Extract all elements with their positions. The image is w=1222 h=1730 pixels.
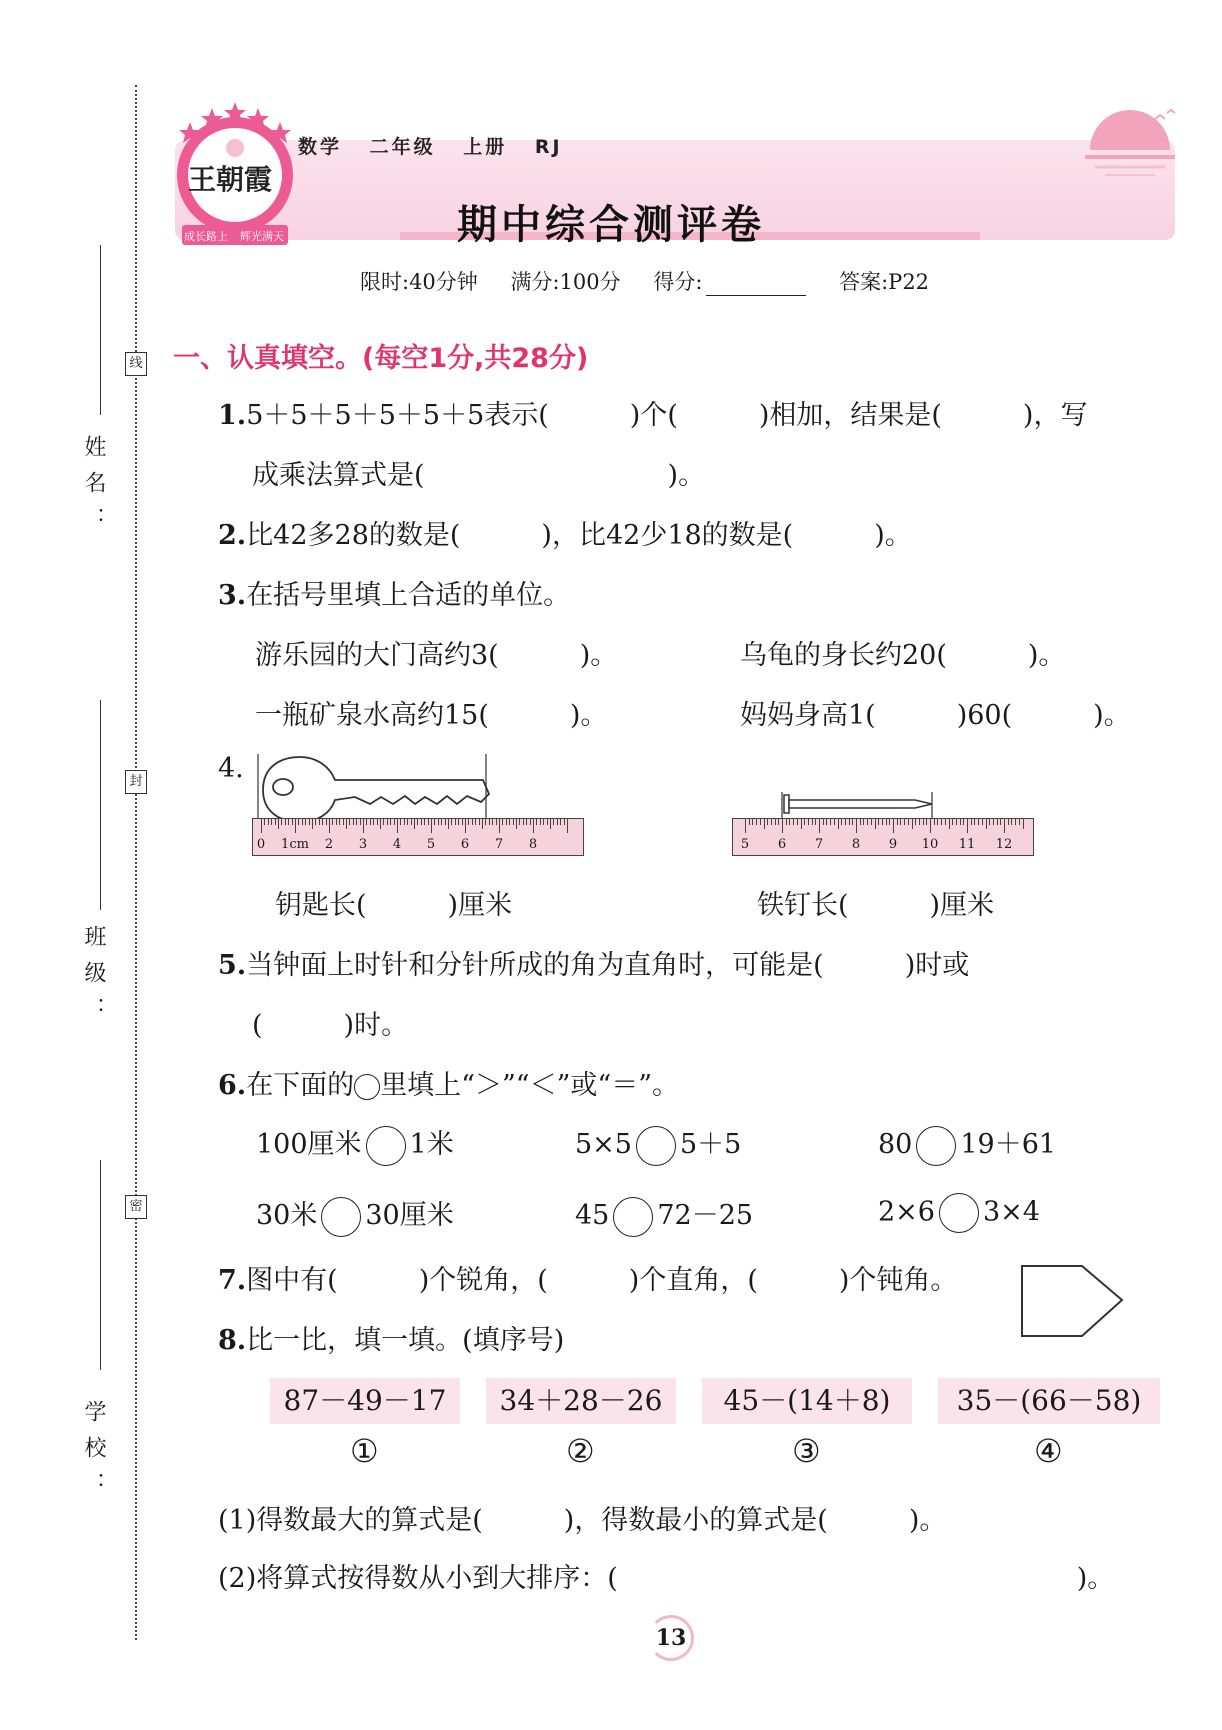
tag-volume: 上册 [463, 136, 508, 158]
ruler-tick [867, 819, 868, 825]
ruler-tick [465, 819, 466, 833]
ruler-tick [543, 819, 544, 825]
ruler-tick [945, 819, 946, 825]
ruler-tick [363, 819, 364, 833]
ruler-tick [557, 819, 558, 825]
compare-right: 5＋5 [679, 1129, 742, 1160]
ruler-tick [343, 819, 344, 825]
ruler-tick [271, 819, 272, 825]
option-1-mark: ① [350, 1432, 379, 1470]
question-3 [218, 573, 570, 612]
logo-slogan-left: 成长路上 [184, 230, 228, 243]
seal-char-seal: 封 [125, 770, 147, 794]
question-3-text: 在括号里填上合适的单位。 [246, 580, 571, 611]
ruler-tick [366, 819, 367, 825]
ruler-tick [302, 819, 303, 825]
question-1-line1: 5＋5＋5＋5＋5＋5表示( )个( )相加，结果是( )，写 [246, 400, 1088, 431]
ruler-label: 7 [494, 837, 504, 852]
compare-left: 30米 [256, 1200, 318, 1231]
ruler-tick [764, 819, 765, 829]
ruler-tick [912, 819, 913, 829]
question-4-key-caption: 钥匙长( )厘米 [275, 890, 513, 921]
question-7 [218, 1258, 957, 1297]
ruler-tick [952, 819, 953, 825]
ruler-tick [856, 819, 857, 833]
ruler-tick [387, 819, 388, 825]
question-7-text: 图中有( )个锐角，( )个直角，( )个钝角。 [246, 1265, 958, 1296]
ruler-tick [424, 819, 425, 825]
ruler-tick [778, 819, 779, 825]
ruler-tick [278, 819, 279, 829]
ruler-tick [771, 819, 772, 825]
question-3-number: 3. [218, 580, 247, 611]
school-blank-line[interactable] [100, 1160, 101, 1370]
ruler-tick [908, 819, 909, 825]
ruler-label: 6 [777, 837, 787, 852]
question-2-number: 2. [218, 520, 247, 551]
ruler-tick [326, 819, 327, 825]
ruler-tick [404, 819, 405, 825]
compare-item-3 [878, 1122, 1056, 1166]
ruler-tick [834, 819, 835, 825]
time-limit: 限时:40分钟 [360, 270, 478, 294]
pentagon-figure-icon [1018, 1262, 1128, 1342]
ruler-tick [804, 819, 805, 825]
ruler-tick [475, 819, 476, 825]
ruler-tick [451, 819, 452, 825]
ruler-tick [793, 819, 794, 825]
ruler-tick [285, 819, 286, 825]
ruler-tick [560, 819, 561, 825]
ruler-tick [319, 819, 320, 825]
school-label: 学校： [81, 1400, 106, 1508]
key-drawing-icon [255, 752, 495, 822]
ruler-tick [886, 819, 887, 825]
ruler-tick [380, 819, 381, 829]
compare-item-5 [575, 1193, 753, 1237]
ruler-label: 8 [851, 837, 861, 852]
question-8-sub2: (2)将算式按得数从小到大排序：( )。 [218, 1563, 1115, 1594]
ruler-tick [305, 819, 306, 825]
question-2-text: 比42多28的数是( )，比42少18的数是( )。 [246, 520, 912, 551]
question-4-nail-caption: 铁钉长( )厘米 [757, 890, 995, 921]
ruler-tick [519, 819, 520, 825]
ruler-tick [941, 819, 942, 825]
ruler-label: 6 [460, 837, 470, 852]
compare-left: 45 [575, 1200, 610, 1231]
ruler-tick [882, 819, 883, 825]
compare-right: 30厘米 [365, 1200, 454, 1231]
ruler-tick [383, 819, 384, 825]
question-4-number: 4. [218, 753, 244, 784]
ruler-tick [745, 819, 746, 833]
name-label: 姓名： [81, 435, 106, 543]
compare-item-1 [256, 1122, 454, 1166]
ruler-tick [281, 819, 282, 825]
question-8 [218, 1318, 564, 1357]
ruler-tick [808, 819, 809, 825]
ruler-tick [472, 819, 473, 825]
ruler-tick [332, 819, 333, 825]
ruler-tick [564, 819, 565, 825]
ruler-tick [496, 819, 497, 825]
ruler-tick [749, 819, 750, 825]
question-5 [218, 943, 969, 982]
ruler-label: 12 [995, 837, 1013, 852]
compare-circle-icon [354, 1074, 380, 1100]
ruler-tick [997, 819, 998, 825]
ruler-tick [904, 819, 905, 825]
section-1-title: 一、认真填空。(每空1分,共28分) [173, 343, 589, 374]
ruler-tick [852, 819, 853, 825]
ruler-tick [567, 819, 568, 833]
ruler-tick [841, 819, 842, 825]
ruler-tick [441, 819, 442, 825]
ruler-tick [1015, 819, 1016, 825]
ruler-tick [1011, 819, 1012, 825]
compare-item-4 [256, 1193, 454, 1237]
question-3d: 妈妈身高1( )60( )。 [740, 700, 1131, 731]
ruler-tick [492, 819, 493, 825]
compare-right: 3×4 [982, 1196, 1040, 1228]
ruler-label: 11 [958, 837, 976, 852]
ruler-tick [930, 819, 931, 833]
ruler-tick [1000, 819, 1001, 825]
compare-circle-input[interactable] [939, 1193, 979, 1233]
ruler-label: 2 [324, 837, 334, 852]
ruler-tick [438, 819, 439, 825]
ruler-tick [923, 819, 924, 825]
ruler-tick [553, 819, 554, 825]
ruler-label: 3 [358, 837, 368, 852]
ruler-tick [826, 819, 827, 825]
ruler-tick [356, 819, 357, 825]
ruler-tick [863, 819, 864, 825]
ruler-tick [370, 819, 371, 825]
ruler-tick [315, 819, 316, 825]
ruler-label: 8 [528, 837, 538, 852]
ruler-tick [767, 819, 768, 825]
option-3: 45－(14＋8) [702, 1378, 912, 1424]
ruler-tick [830, 819, 831, 825]
compare-right: 72－25 [657, 1200, 754, 1231]
sunset-decoration-icon [1075, 105, 1185, 185]
compare-circle-input[interactable] [366, 1126, 406, 1166]
ruler-tick [974, 819, 975, 825]
ruler-tick [298, 819, 299, 825]
ruler-tick [275, 819, 276, 825]
class-blank-line[interactable] [100, 700, 101, 910]
question-1-number: 1. [218, 400, 247, 431]
ruler-tick [479, 819, 480, 825]
ruler-tick [530, 819, 531, 825]
ruler-tick [926, 819, 927, 825]
page-number: 13 [648, 1615, 694, 1661]
ruler-tick [336, 819, 337, 825]
ruler-key [252, 818, 584, 856]
ruler-tick [360, 819, 361, 825]
ruler-tick [411, 819, 412, 825]
ruler-tick [400, 819, 401, 825]
ruler-label: 5 [426, 837, 436, 852]
ruler-label: 4 [392, 837, 402, 852]
ruler-tick [292, 819, 293, 825]
question-5-number: 5. [218, 950, 247, 981]
option-3-mark: ③ [792, 1432, 821, 1470]
question-6-pre: 在下面的 [246, 1070, 355, 1101]
compare-circle-input[interactable] [636, 1126, 676, 1166]
ruler-label: 10 [921, 837, 939, 852]
ruler-tick [978, 819, 979, 825]
ruler-tick [960, 819, 961, 825]
ruler-tick [871, 819, 872, 825]
ruler-tick [540, 819, 541, 825]
tag-grade: 二年级 [369, 136, 436, 158]
ruler-tick [428, 819, 429, 825]
logo-brand-text: 王朝霞 [188, 163, 273, 196]
ruler-tick [523, 819, 524, 825]
ruler-tick [526, 819, 527, 825]
ruler-tick [550, 819, 551, 829]
question-8-number: 8. [218, 1325, 247, 1356]
name-blank-line[interactable] [100, 245, 101, 415]
ruler-tick [455, 819, 456, 825]
question-1-line2: 成乘法算式是( )。 [252, 460, 706, 491]
ruler-tick [349, 819, 350, 825]
ruler-tick [752, 819, 753, 825]
logo-slogan-right: 辉光满天 [240, 230, 284, 243]
ruler-tick [797, 819, 798, 825]
option-4: 35－(66－58) [938, 1378, 1160, 1424]
question-5-line1: 当钟面上时针和分针所成的角为直角时，可能是( )时或 [246, 950, 970, 981]
ruler-tick [815, 819, 816, 825]
exam-info [360, 266, 955, 296]
full-score: 满分:100分 [510, 270, 621, 294]
ruler-tick [353, 819, 354, 825]
compare-right: 19＋61 [960, 1129, 1057, 1160]
ruler-tick [295, 819, 296, 833]
question-1 [218, 393, 1087, 432]
ruler-tick [789, 819, 790, 825]
ruler-label: 7 [814, 837, 824, 852]
ruler-tick [322, 819, 323, 825]
ruler-tick [971, 819, 972, 825]
ruler-tick [812, 819, 813, 825]
ruler-tick [993, 819, 994, 825]
ruler-tick [786, 819, 787, 825]
ruler-tick [417, 819, 418, 825]
ruler-tick [329, 819, 330, 833]
compare-left: 100厘米 [256, 1129, 362, 1160]
compare-right: 1米 [409, 1129, 454, 1160]
ruler-tick [394, 819, 395, 825]
question-5-line2: ( )时。 [252, 1010, 409, 1041]
ruler-tick [288, 819, 289, 825]
ruler-tick [919, 819, 920, 825]
compare-left: 80 [878, 1129, 913, 1160]
ruler-tick [934, 819, 935, 825]
ruler-tick [268, 819, 269, 825]
ruler-tick [860, 819, 861, 825]
ruler-tick [915, 819, 916, 825]
ruler-tick [445, 819, 446, 825]
ruler-tick [513, 819, 514, 825]
page-title: 期中综合测评卷 [457, 202, 765, 248]
tag-subject: 数学 [298, 136, 343, 158]
ruler-tick [264, 819, 265, 825]
ruler-tick [756, 819, 757, 825]
seal-char-line: 线 [125, 352, 147, 376]
ruler-tick [502, 819, 503, 825]
compare-left: 5×5 [575, 1129, 632, 1160]
ruler-tick [1004, 819, 1005, 833]
ruler-tick [462, 819, 463, 825]
ruler-tick [377, 819, 378, 825]
ruler-tick [547, 819, 548, 825]
question-3a: 游乐园的大门高约3( )。 [255, 640, 618, 671]
compare-item-6 [878, 1193, 1040, 1233]
question-6-number: 6. [218, 1070, 247, 1101]
nail-drawing-icon [780, 790, 940, 820]
compare-left: 2×6 [878, 1196, 935, 1228]
ruler-tick [986, 819, 987, 829]
ruler-label: 5 [740, 837, 750, 852]
ruler-tick [506, 819, 507, 825]
question-2 [218, 513, 912, 552]
ruler-label: 1cm [281, 837, 309, 852]
answer-ref: 答案:P22 [839, 270, 930, 294]
ruler-tick [949, 819, 950, 829]
question-6-post: 里填上“＞”“＜”或“＝”。 [380, 1070, 680, 1101]
compare-circle-input[interactable] [916, 1126, 956, 1166]
question-8-text: 比一比，填一填。(填序号) [246, 1325, 565, 1356]
ruler-tick [536, 819, 537, 825]
ruler-tick [421, 819, 422, 825]
ruler-tick [390, 819, 391, 825]
question-3c: 一瓶矿泉水高约15( )。 [255, 700, 608, 731]
ruler-tick [893, 819, 894, 833]
ruler-label: 9 [888, 837, 898, 852]
header-tags [298, 132, 581, 159]
compare-circle-input[interactable] [321, 1197, 361, 1237]
ruler-tick [878, 819, 879, 825]
ruler-tick [434, 819, 435, 825]
ruler-tick [760, 819, 761, 825]
ruler-tick [956, 819, 957, 825]
ruler-tick [346, 819, 347, 829]
ruler-tick [309, 819, 310, 825]
ruler-tick [489, 819, 490, 825]
ruler-tick [838, 819, 839, 829]
ruler-tick [373, 819, 374, 825]
question-8-sub1: (1)得数最大的算式是( )，得数最小的算式是( )。 [218, 1505, 947, 1536]
ruler-tick [775, 819, 776, 825]
ruler-tick [1008, 819, 1009, 825]
ruler-tick [889, 819, 890, 825]
ruler-tick [801, 819, 802, 829]
seal-char-closed: 密 [125, 1195, 147, 1219]
ruler-tick [823, 819, 824, 825]
ruler-tick [849, 819, 850, 825]
ruler-tick [339, 819, 340, 825]
ruler-nail [732, 818, 1034, 856]
compare-item-2 [575, 1122, 741, 1166]
ruler-tick [468, 819, 469, 825]
ruler-tick [989, 819, 990, 825]
compare-circle-input[interactable] [613, 1197, 653, 1237]
ruler-tick [312, 819, 313, 829]
ruler-label: 0 [256, 837, 266, 852]
question-3b: 乌龟的身长约20( )。 [740, 640, 1066, 671]
class-label: 班级： [81, 925, 106, 1033]
ruler-tick [509, 819, 510, 825]
ruler-tick [533, 819, 534, 833]
option-4-mark: ④ [1034, 1432, 1063, 1470]
ruler-tick [967, 819, 968, 833]
question-7-number: 7. [218, 1265, 247, 1296]
ruler-tick [516, 819, 517, 829]
option-1: 87－49－17 [270, 1378, 460, 1424]
ruler-tick [819, 819, 820, 833]
tag-edition: RJ [534, 136, 563, 158]
score-label: 得分: [653, 270, 703, 294]
question-6 [218, 1063, 679, 1102]
ruler-tick [431, 819, 432, 833]
ruler-tick [414, 819, 415, 829]
ruler-tick [458, 819, 459, 825]
ruler-tick [782, 819, 783, 833]
ruler-tick [499, 819, 500, 833]
ruler-tick [963, 819, 964, 825]
ruler-tick [982, 819, 983, 825]
ruler-tick [482, 819, 483, 829]
ruler-tick [900, 819, 901, 825]
ruler-tick [875, 819, 876, 829]
ruler-tick [407, 819, 408, 825]
ruler-tick [845, 819, 846, 825]
ruler-tick [897, 819, 898, 825]
ruler-tick [448, 819, 449, 829]
option-2: 34＋28－26 [486, 1378, 676, 1424]
option-2-mark: ② [566, 1432, 595, 1470]
binding-dotted-line [135, 85, 137, 1640]
ruler-tick [397, 819, 398, 833]
ruler-tick [261, 819, 262, 833]
ruler-tick [937, 819, 938, 825]
ruler-tick [1023, 819, 1024, 829]
score-blank[interactable] [706, 277, 806, 296]
ruler-tick [485, 819, 486, 825]
ruler-tick [1019, 819, 1020, 825]
